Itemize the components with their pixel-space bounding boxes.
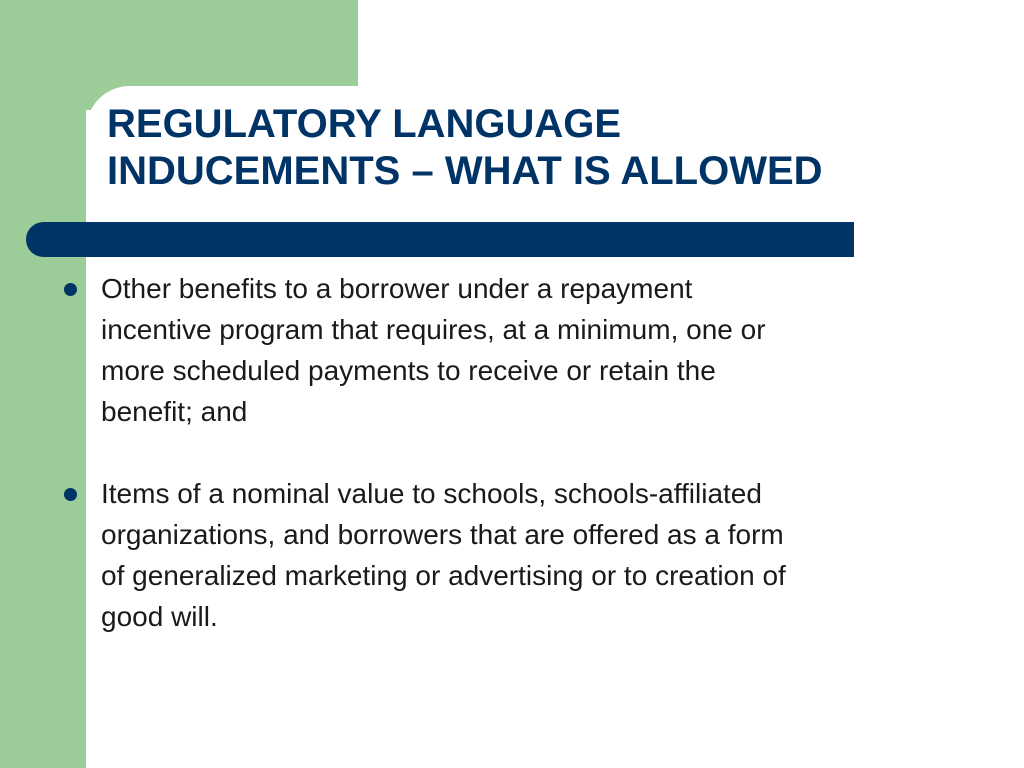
bullet-text-1 <box>101 268 960 432</box>
bullet-1-line-2: incentive program that requires, at a minimum, one or <box>101 314 766 345</box>
slide-title <box>107 101 967 195</box>
bullet-text-2 <box>101 473 960 637</box>
bullet-2-line-3: of generalized marketing or advertising or to creation of <box>101 560 786 591</box>
bullet-1-line-4: benefit; and <box>101 396 248 427</box>
title-divider-bar <box>26 222 854 257</box>
slide-title-line-1: REGULATORY LANGUAGE <box>107 102 622 146</box>
bullet-1-line-3: more scheduled payments to receive or retain the <box>101 355 716 386</box>
bullet-dot-icon <box>64 488 77 501</box>
bullet-item-2 <box>60 473 960 637</box>
bullet-list <box>60 268 960 678</box>
bullet-1-line-1: Other benefits to a borrower under a repayment <box>101 273 693 304</box>
bullet-dot-icon <box>64 283 77 296</box>
bullet-2-line-4: good will. <box>101 601 218 632</box>
bullet-2-line-2: organizations, and borrowers that are offered as a form <box>101 519 784 550</box>
bullet-item-1 <box>60 268 960 432</box>
slide-title-line-2: INDUCEMENTS – WHAT IS ALLOWED <box>107 149 823 193</box>
bullet-2-line-1: Items of a nominal value to schools, schools-affiliated <box>101 478 762 509</box>
